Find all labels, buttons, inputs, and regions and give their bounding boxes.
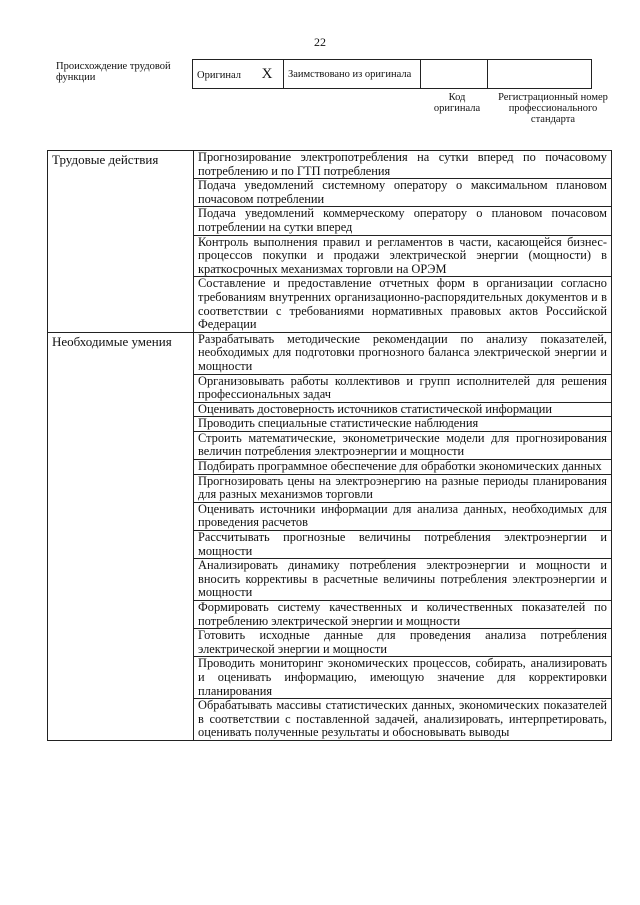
original-code-cell	[421, 60, 488, 89]
borrowed-cell: Заимствовано из оригинала	[284, 60, 421, 89]
section-item: Проводить специальные статистические наблюдения	[194, 417, 612, 432]
section-item: Формировать систему качественных и количественных показателей по потреблению электрической энергии и мощности	[194, 601, 612, 629]
table-row	[48, 151, 612, 179]
section-item: Составление и предоставление отчетных форм в организации согласно требованиям внутренних организационно-распорядительных документов и в соответствии с требованиями нормативных правовых актов Российской Федерации	[194, 277, 612, 332]
section-item: Прогнозировать цены на электроэнергию на разные периоды планирования для разных механизмов торговли	[194, 474, 612, 502]
section-item: Готовить исходные данные для проведения анализа потребления электрической энергии и мощности	[194, 629, 612, 657]
section-item: Прогнозирование электропотребления на сутки вперед по почасовому потреблению и по ГТП потребления	[194, 151, 612, 179]
section-title: Необходимые умения	[48, 332, 194, 740]
section-item: Оценивать источники информации для анализа данных, необходимых для проведения расчетов	[194, 502, 612, 530]
section-item: Подача уведомлений системному оператору о максимальном плановом почасовом потреблении	[194, 179, 612, 207]
section-item: Проводить мониторинг экономических процессов, собирать, анализировать и оценивать информацию, имеющую значение для корректировки планирования	[194, 657, 612, 699]
table-row	[48, 332, 612, 374]
original-mark: X	[261, 65, 273, 82]
section-item: Строить математические, эконометрические модели для прогнозирования величин потребления электроэнергии и мощности	[194, 431, 612, 459]
section-item: Подбирать программное обеспечение для обработки экономических данных	[194, 460, 612, 475]
original-label: Оригинал	[197, 69, 241, 81]
functions-table	[47, 150, 612, 741]
section-title: Трудовые действия	[48, 151, 194, 333]
page-number: 22	[314, 35, 326, 49]
section-item: Разрабатывать методические рекомендации по анализу показателей, необходимых для подготовки прогнозного баланса электрической энергии и мощности	[194, 332, 612, 374]
section-item: Подача уведомлений коммерческому оператору о плановом почасовом потреблении на сутки вперед	[194, 207, 612, 235]
code-caption: Код оригинала	[433, 92, 481, 114]
registration-caption: Регистрационный номер профессионального стандарта	[498, 92, 608, 125]
section-item: Обрабатывать массивы статистических данных, экономических показателей в соответствии с поставленной задачей, анализировать, интерпретировать, оценивать полученные результаты и обосновывать выводы	[194, 699, 612, 741]
section-item: Рассчитывать прогнозные величины потребления электроэнергии и мощности	[194, 531, 612, 559]
origin-table	[192, 59, 592, 89]
registration-number-cell	[488, 60, 592, 89]
section-item: Анализировать динамику потребления электроэнергии и мощности и вносить коррективы в расчетные величины потребления электроэнергии и мощности	[194, 559, 612, 601]
section-item: Оценивать достоверность источников статистической информации	[194, 402, 612, 417]
original-cell	[193, 60, 284, 89]
origin-label: Происхождение трудовой функции	[56, 61, 171, 83]
functions-table-body	[48, 151, 612, 741]
section-item: Контроль выполнения правил и регламентов в части, касающейся бизнес-процессов покупки и продажи электрической энергии (мощности) в краткосрочных механизмах торговли на ОРЭМ	[194, 235, 612, 277]
section-item: Организовывать работы коллективов и групп исполнителей для решения профессиональных задач	[194, 374, 612, 402]
